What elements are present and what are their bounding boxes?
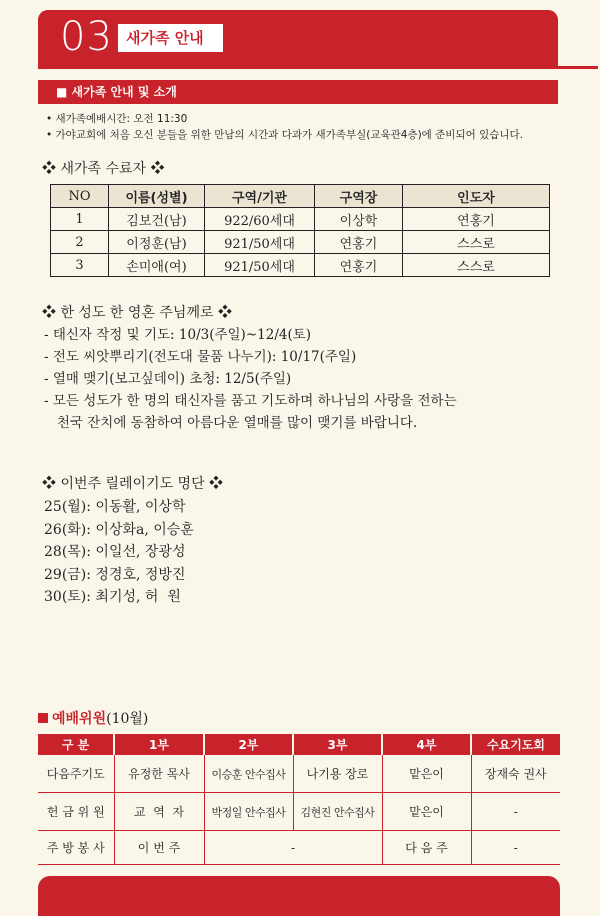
service-time: • 새가족예배시간: 오전 11:30	[46, 113, 188, 125]
col-service-1: 1부	[114, 734, 204, 755]
header-underline	[38, 66, 598, 69]
worship-title-text: 예배위원	[52, 711, 107, 727]
cell: 922/60세대	[205, 208, 315, 231]
section-number: 03	[60, 14, 113, 60]
cell: 2	[51, 231, 109, 254]
col-service-4: 4부	[382, 734, 471, 755]
cell: 다 음 주	[382, 831, 471, 865]
list-item: - 전도 씨앗뿌리기(전도대 물품 나누기): 10/17(주일)	[44, 349, 357, 365]
cell: 나기용 장로	[293, 755, 382, 793]
relay-list	[44, 496, 194, 609]
cell: 박정일 안수집사	[204, 793, 293, 831]
col-guide: 인도자	[403, 185, 550, 208]
table-header-row	[51, 185, 550, 208]
graduates-title: ❖ 새가족 수료자 ❖	[42, 161, 165, 177]
list-item: - 열매 맺기(보고싶데이) 초청: 12/5(주일)	[44, 371, 292, 387]
cell: 이 번 주	[114, 831, 204, 865]
cell: 921/50세대	[205, 254, 315, 277]
cell: 맡은이	[382, 755, 471, 793]
cell: -	[471, 831, 560, 865]
list-item: 25(월): 이동활, 이상학	[44, 499, 186, 515]
cell: 이정훈(남)	[109, 231, 205, 254]
col-wednesday: 수요기도회	[471, 734, 560, 755]
col-service-3: 3부	[293, 734, 382, 755]
table-header-row	[38, 734, 560, 755]
cell: 김현진 안수집사	[293, 793, 382, 831]
cell: 장재숙 권사	[471, 755, 560, 793]
table-row	[51, 208, 550, 231]
col-leader: 구역장	[315, 185, 403, 208]
cell: -	[204, 831, 382, 865]
soul-list	[44, 324, 457, 434]
col-service-2: 2부	[204, 734, 293, 755]
cell: 이승훈 안수집사	[204, 755, 293, 793]
cell: 연홍기	[403, 208, 550, 231]
cell: 스스로	[403, 231, 550, 254]
intro-section-bar: ■ 새가족 안내 및 소개	[38, 80, 558, 104]
header-bar	[38, 10, 558, 66]
cell: 교 역 자	[114, 793, 204, 831]
cell: 921/50세대	[205, 231, 315, 254]
cell: 연홍기	[315, 254, 403, 277]
relay-title: ❖ 이번주 릴레이기도 명단 ❖	[42, 476, 224, 492]
worship-month: (10월)	[106, 711, 149, 727]
list-item: 30(토): 최기성, 허 원	[44, 589, 181, 605]
worship-table	[38, 734, 560, 865]
list-item: - 태신자 작정 및 기도: 10/3(주일)~12/4(토)	[44, 327, 312, 343]
cell: 주 방 봉 사	[38, 831, 114, 865]
soul-title: ❖ 한 성도 한 영혼 주님께로 ❖	[42, 305, 232, 321]
list-item: 28(목): 이일선, 장광성	[44, 544, 186, 560]
cell: 다음주기도	[38, 755, 114, 793]
cell: 유정한 목사	[114, 755, 204, 793]
cell: 맡은이	[382, 793, 471, 831]
list-item: 천국 잔치에 동참하여 아름다운 열매를 많이 맺기를 바랍니다.	[44, 415, 418, 431]
table-row	[38, 755, 560, 793]
worship-title	[38, 708, 148, 728]
list-item: 29(금): 정경호, 정방진	[44, 566, 186, 583]
list-item: 26(화): 이상화a, 이승훈	[44, 521, 194, 538]
col-district: 구역/기관	[205, 185, 315, 208]
cell: -	[471, 793, 560, 831]
col-no: NO	[51, 185, 109, 208]
section-title: 새가족 안내	[118, 24, 223, 52]
table-row	[38, 831, 560, 865]
cell: 이상학	[315, 208, 403, 231]
cell: 김보건(남)	[109, 208, 205, 231]
graduates-table	[50, 184, 550, 277]
intro-text	[46, 111, 523, 143]
welcome-note: • 가야교회에 처음 오신 분들을 위한 만남의 시간과 다과가 새가족부실(교육관4층)에 준비되어 있습니다.	[46, 129, 523, 141]
table-row	[38, 793, 560, 831]
col-category: 구 분	[38, 734, 114, 755]
square-bullet-icon	[38, 713, 48, 723]
footer-bar	[38, 876, 560, 916]
cell: 1	[51, 208, 109, 231]
list-item: - 모든 성도가 한 명의 태신자를 품고 기도하며 하나님의 사랑을 전하는	[44, 393, 457, 409]
cell: 3	[51, 254, 109, 277]
cell: 연홍기	[315, 231, 403, 254]
cell: 헌 금 위 원	[38, 793, 114, 831]
cell: 손미애(여)	[109, 254, 205, 277]
table-row	[51, 254, 550, 277]
table-row	[51, 231, 550, 254]
col-name: 이름(성별)	[109, 185, 205, 208]
cell: 스스로	[403, 254, 550, 277]
